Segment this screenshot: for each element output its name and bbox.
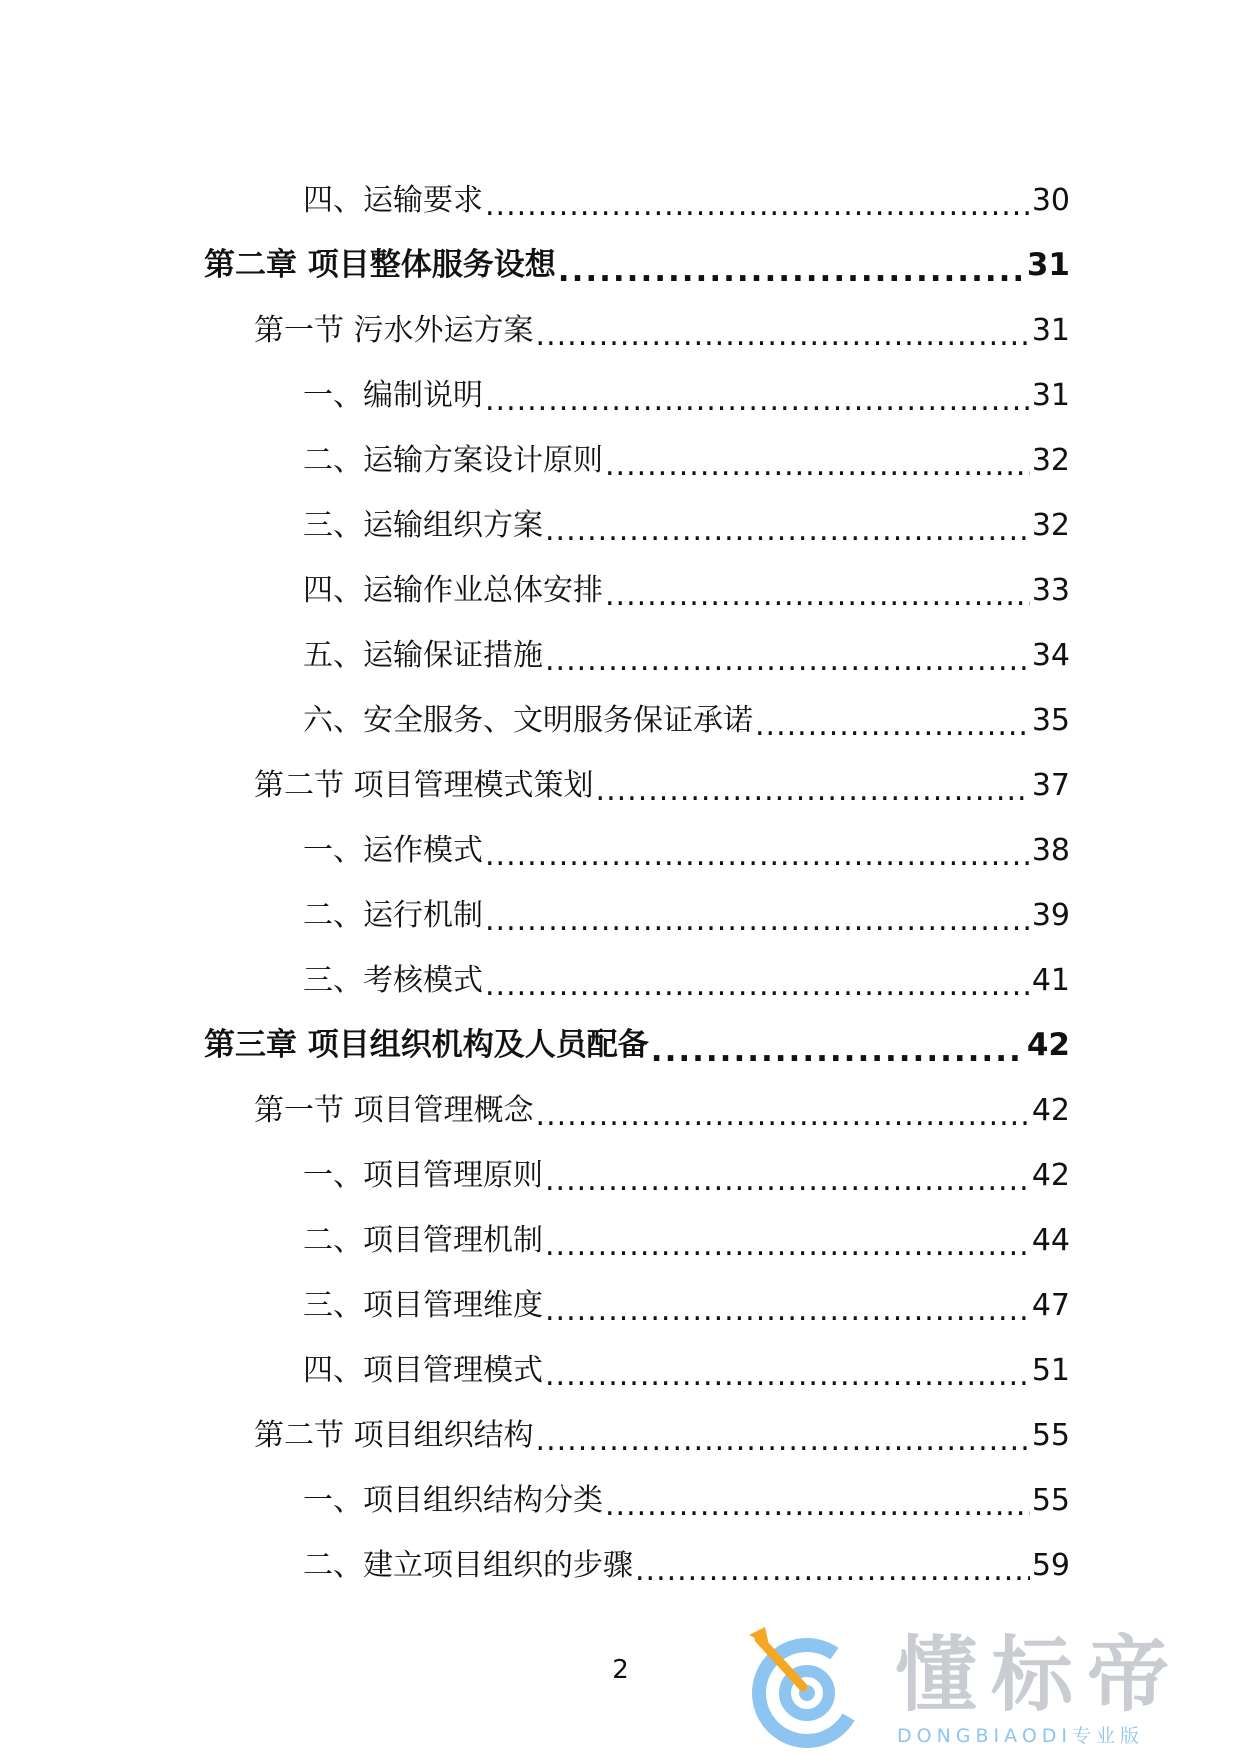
toc-dot-leader: [485, 196, 1030, 216]
toc-dot-leader: [545, 1171, 1030, 1191]
toc-entry-page-number: 41: [1031, 962, 1070, 998]
toc-entry-page-number: 55: [1031, 1482, 1070, 1518]
toc-entry-page-number: 34: [1031, 637, 1070, 673]
table-of-contents: [0, 168, 1241, 1598]
toc-entry-page-number: 47: [1031, 1287, 1070, 1323]
toc-dot-leader: [536, 1431, 1030, 1451]
toc-entry-page-number: 38: [1031, 832, 1070, 868]
toc-entry-item[interactable]: [0, 558, 1241, 623]
toc-entry-item[interactable]: [0, 1338, 1241, 1403]
toc-entry-page-number: 59: [1031, 1547, 1070, 1583]
toc-entry-page-number: 31: [1031, 312, 1070, 348]
toc-entry-page-number: 51: [1031, 1352, 1070, 1388]
toc-entry-page-number: 44: [1031, 1222, 1070, 1258]
toc-entry-title: 第二章 项目整体服务设想: [204, 247, 556, 283]
toc-entry-item[interactable]: [0, 948, 1241, 1013]
toc-dot-leader: [605, 586, 1030, 606]
page-number: 2: [612, 1655, 629, 1685]
toc-entry-title: 二、项目管理机制: [303, 1222, 543, 1258]
toc-entry-section[interactable]: [0, 753, 1241, 818]
toc-dot-leader: [545, 651, 1030, 671]
watermark-logo: [745, 1625, 1225, 1750]
toc-entry-item[interactable]: [0, 818, 1241, 883]
toc-entry-item[interactable]: [0, 623, 1241, 688]
toc-dot-leader: [485, 391, 1030, 411]
toc-entry-chapter[interactable]: [0, 1013, 1241, 1078]
watermark-subtitle: DONGBIAODI专业版: [897, 1725, 1145, 1747]
toc-dot-leader: [558, 261, 1025, 281]
toc-entry-item[interactable]: [0, 1143, 1241, 1208]
toc-dot-leader: [605, 1496, 1030, 1516]
toc-dot-leader: [545, 1301, 1030, 1321]
toc-dot-leader: [605, 456, 1030, 476]
toc-entry-page-number: 33: [1031, 572, 1070, 608]
toc-dot-leader: [485, 976, 1030, 996]
toc-entry-item[interactable]: [0, 168, 1241, 233]
toc-entry-item[interactable]: [0, 1468, 1241, 1533]
toc-entry-page-number: 42: [1031, 1092, 1070, 1128]
toc-entry-title: 四、项目管理模式: [303, 1352, 543, 1388]
toc-entry-item[interactable]: [0, 493, 1241, 558]
toc-entry-title: 第二节 项目管理模式策划: [254, 767, 594, 803]
toc-entry-page-number: 55: [1031, 1417, 1070, 1453]
toc-entry-page-number: 42: [1026, 1027, 1070, 1063]
toc-entry-section[interactable]: [0, 1078, 1241, 1143]
toc-entry-title: 二、运行机制: [303, 897, 483, 933]
toc-dot-leader: [536, 326, 1030, 346]
toc-entry-title: 一、项目组织结构分类: [303, 1482, 603, 1518]
toc-entry-page-number: 35: [1031, 702, 1070, 738]
toc-dot-leader: [485, 911, 1030, 931]
toc-entry-title: 四、运输作业总体安排: [303, 572, 603, 608]
toc-dot-leader: [545, 521, 1030, 541]
watermark-brand-name: 懂标帝: [895, 1628, 1184, 1723]
toc-entry-title: 一、编制说明: [303, 377, 483, 413]
toc-entry-item[interactable]: [0, 688, 1241, 753]
toc-entry-title: 六、安全服务、文明服务保证承诺: [303, 702, 753, 738]
toc-entry-page-number: 31: [1026, 247, 1070, 283]
toc-entry-item[interactable]: [0, 363, 1241, 428]
toc-entry-page-number: 30: [1031, 182, 1070, 218]
toc-entry-title: 四、运输要求: [303, 182, 483, 218]
toc-entry-title: 五、运输保证措施: [303, 637, 543, 673]
toc-entry-item[interactable]: [0, 428, 1241, 493]
toc-entry-chapter[interactable]: [0, 233, 1241, 298]
toc-entry-title: 三、考核模式: [303, 962, 483, 998]
toc-dot-leader: [545, 1236, 1030, 1256]
toc-entry-item[interactable]: [0, 1273, 1241, 1338]
toc-dot-leader: [596, 781, 1030, 801]
toc-dot-leader: [545, 1366, 1030, 1386]
toc-dot-leader: [536, 1106, 1030, 1126]
toc-entry-item[interactable]: [0, 1533, 1241, 1598]
toc-entry-item[interactable]: [0, 1208, 1241, 1273]
toc-entry-title: 二、建立项目组织的步骤: [303, 1547, 633, 1583]
toc-entry-page-number: 39: [1031, 897, 1070, 933]
toc-dot-leader: [755, 716, 1030, 736]
toc-entry-title: 三、项目管理维度: [303, 1287, 543, 1323]
toc-entry-page-number: 42: [1031, 1157, 1070, 1193]
toc-entry-title: 一、运作模式: [303, 832, 483, 868]
toc-entry-page-number: 32: [1031, 507, 1070, 543]
toc-entry-title: 第二节 项目组织结构: [254, 1417, 534, 1453]
toc-entry-section[interactable]: [0, 298, 1241, 363]
toc-dot-leader: [635, 1561, 1030, 1581]
toc-entry-title: 第一节 项目管理概念: [254, 1092, 534, 1128]
toc-entry-title: 一、项目管理原则: [303, 1157, 543, 1193]
toc-entry-title: 三、运输组织方案: [303, 507, 543, 543]
toc-entry-page-number: 31: [1031, 377, 1070, 413]
toc-entry-page-number: 32: [1031, 442, 1070, 478]
toc-entry-title: 第三章 项目组织机构及人员配备: [204, 1027, 649, 1063]
toc-dot-leader: [651, 1041, 1025, 1061]
target-arrow-icon: [745, 1625, 865, 1750]
toc-entry-item[interactable]: [0, 883, 1241, 948]
toc-entry-section[interactable]: [0, 1403, 1241, 1468]
toc-dot-leader: [485, 846, 1030, 866]
toc-entry-page-number: 37: [1031, 767, 1070, 803]
toc-entry-title: 二、运输方案设计原则: [303, 442, 603, 478]
toc-entry-title: 第一节 污水外运方案: [254, 312, 534, 348]
